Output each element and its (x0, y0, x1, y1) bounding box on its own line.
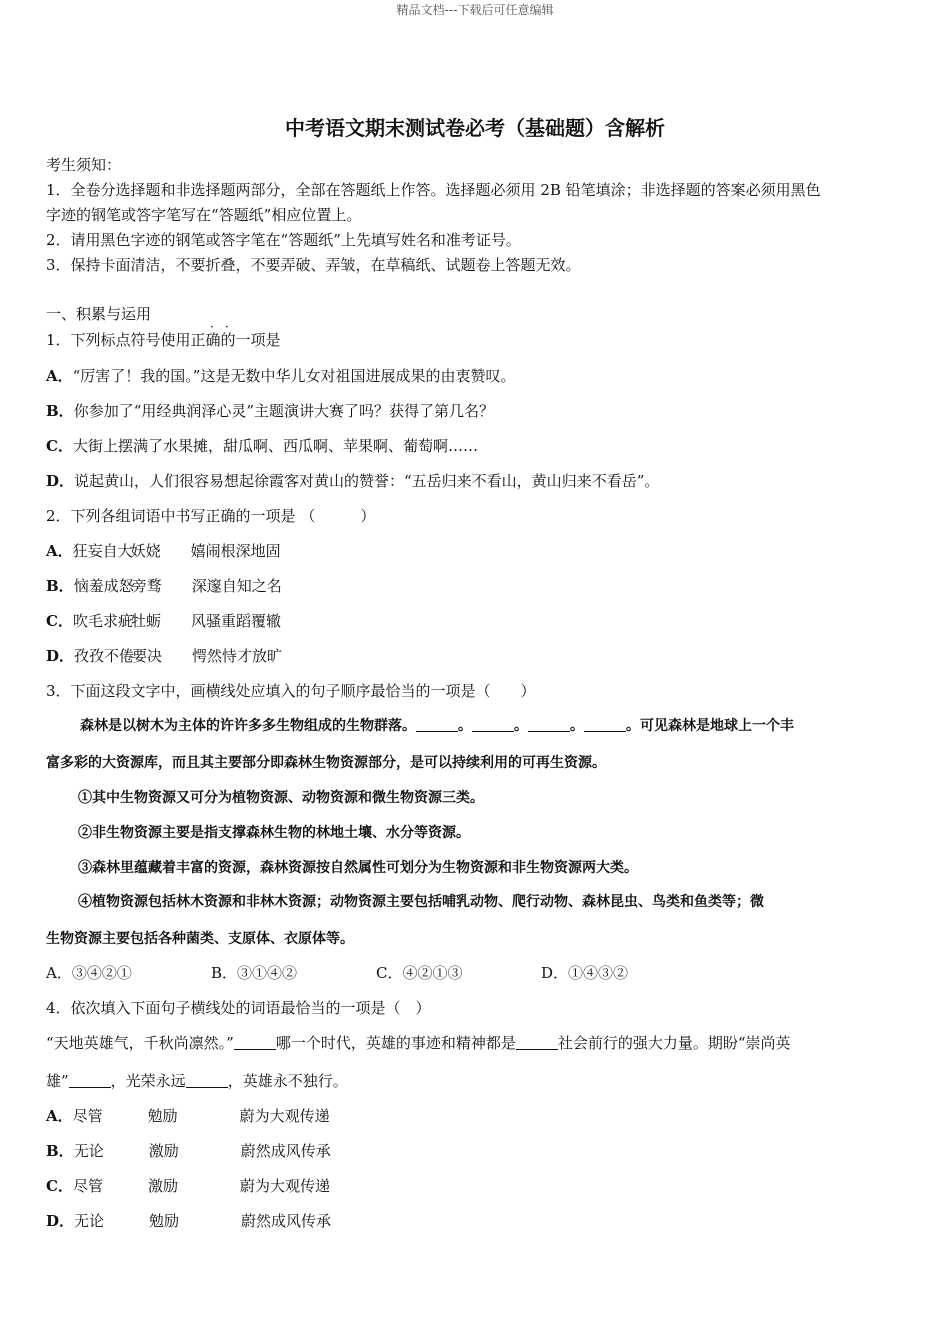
q1-option-c: C．大街上摆满了水果摊，甜瓜啊、西瓜啊、苹果啊、葡萄啊…… (46, 437, 478, 455)
q4-passage-line-2: 雄” ，光荣永远 ，英雄永不独行。 (46, 1072, 348, 1090)
blank (69, 1073, 111, 1088)
q1-option-b: B．你参加了“用经典润泽心灵”主题演讲大赛了吗？获得了第几名？ (46, 402, 495, 420)
q3-passage-line-2: 富多彩的大资源库，而且其主要部分即森林生物资源部分，是可以持续利用的可再生资源。 (46, 755, 606, 771)
q3-sentence-3: ③森林里蕴藏着丰富的资源，森林资源按自然属性可划分为生物资源和非生物资源两大类。 (78, 860, 638, 876)
q3-options: A．③④②① B．③①④② C．④②①③ D．①④③② (46, 964, 629, 982)
blank (472, 717, 514, 732)
q3-sentence-2: ②非生物资源主要是指支撑森林生物的林地土壤、水分等资源。 (78, 825, 470, 841)
q2-option-c: C．吹毛求疵牡蛎 风骚重蹈覆辙 (46, 612, 281, 630)
blank (584, 717, 626, 732)
q2-stem: 2．下列各组词语中书写正确的一项是 （ ） (46, 507, 376, 525)
q3-sentence-4-cont: 生物资源主要包括各种菌类、支原体、衣原体等。 (46, 931, 354, 947)
q4-option-a: A．尽管 勉励 蔚为大观传递 (46, 1107, 330, 1125)
blank (186, 1073, 228, 1088)
section-heading: 一、积累与运用 (46, 305, 152, 323)
q3-sentence-4: ④植物资源包括林木资源和非林木资源；动物资源主要包括哺乳动物、爬行动物、森林昆虫、鸟类和鱼类等；微 (78, 894, 764, 910)
blank (234, 1035, 276, 1050)
q4-option-d: D．无论 勉励 蔚然成风传承 (46, 1212, 332, 1230)
notice-line-3: 2．请用黑色字迹的钢笔或答字笔在“答题纸”上先填写姓名和准考证号。 (46, 231, 521, 249)
blank (528, 717, 570, 732)
q4-stem: 4．依次填入下面句子横线处的词语最恰当的一项是（ ） (46, 999, 431, 1017)
blank (416, 717, 458, 732)
notice-heading: 考生须知： (46, 156, 122, 174)
q3-sentence-1: ①其中生物资源又可分为植物资源、动物资源和微生物资源三类。 (78, 790, 484, 806)
page-header: 精品文档---下载后可任意编辑 (396, 3, 554, 17)
q1-option-d: D．说起黄山，人们很容易想起徐霞客对黄山的赞誉：“五岳归来不看山，黄山归来不看岳”。 (46, 472, 660, 490)
q2-option-b: B．恼羞成怒旁骛 深邃自知之名 (46, 577, 282, 595)
notice-line-1: 1．全卷分选择题和非选择题两部分，全部在答题纸上作答。选择题必须用 2B 铅笔填涂；非选择题的答案必须用黑色 (46, 181, 821, 199)
q1-option-a: A．“厉害了！我的国。”这是无数中华儿女对祖国进展成果的由衷赞叹。 (46, 367, 516, 385)
q1-stem: 1．下列标点符号使用正确的一项是 (46, 331, 281, 349)
q3-passage-line-1: 森林是以树木为主体的许许多多生物组成的生物群落。 。 。 。 。可见森林是地球上一个丰 (80, 718, 794, 734)
notice-line-2: 字迹的钢笔或答字笔写在“答题纸”相应位置上。 (46, 206, 362, 224)
q4-option-c: C．尽管 激励 蔚为大观传递 (46, 1177, 330, 1195)
notice-line-4: 3．保持卡面清洁，不要折叠，不要弄破、弄皱，在草稿纸、试题卷上答题无效。 (46, 256, 581, 274)
q4-option-b: B．无论 激励 蔚然成风传承 (46, 1142, 331, 1160)
q4-passage-line-1: “天地英雄气，千秋尚凛然。” 哪一个时代，英雄的事迹和精神都是 社会前行的强大力量。期盼“崇尚英 (46, 1034, 791, 1052)
page-title: 中考语文期末测试卷必考（基础题）含解析 (285, 116, 665, 140)
q2-option-a: A．狂妄自大妖娆 嬉闹根深地固 (46, 542, 281, 560)
q2-option-d: D．孜孜不倦要决 愕然恃才放旷 (46, 647, 283, 665)
q3-stem: 3．下面这段文字中，画横线处应填入的句子顺序最恰当的一项是（ ） (46, 682, 536, 700)
blank (516, 1035, 558, 1050)
emphasis-dots: ·· (210, 320, 240, 334)
